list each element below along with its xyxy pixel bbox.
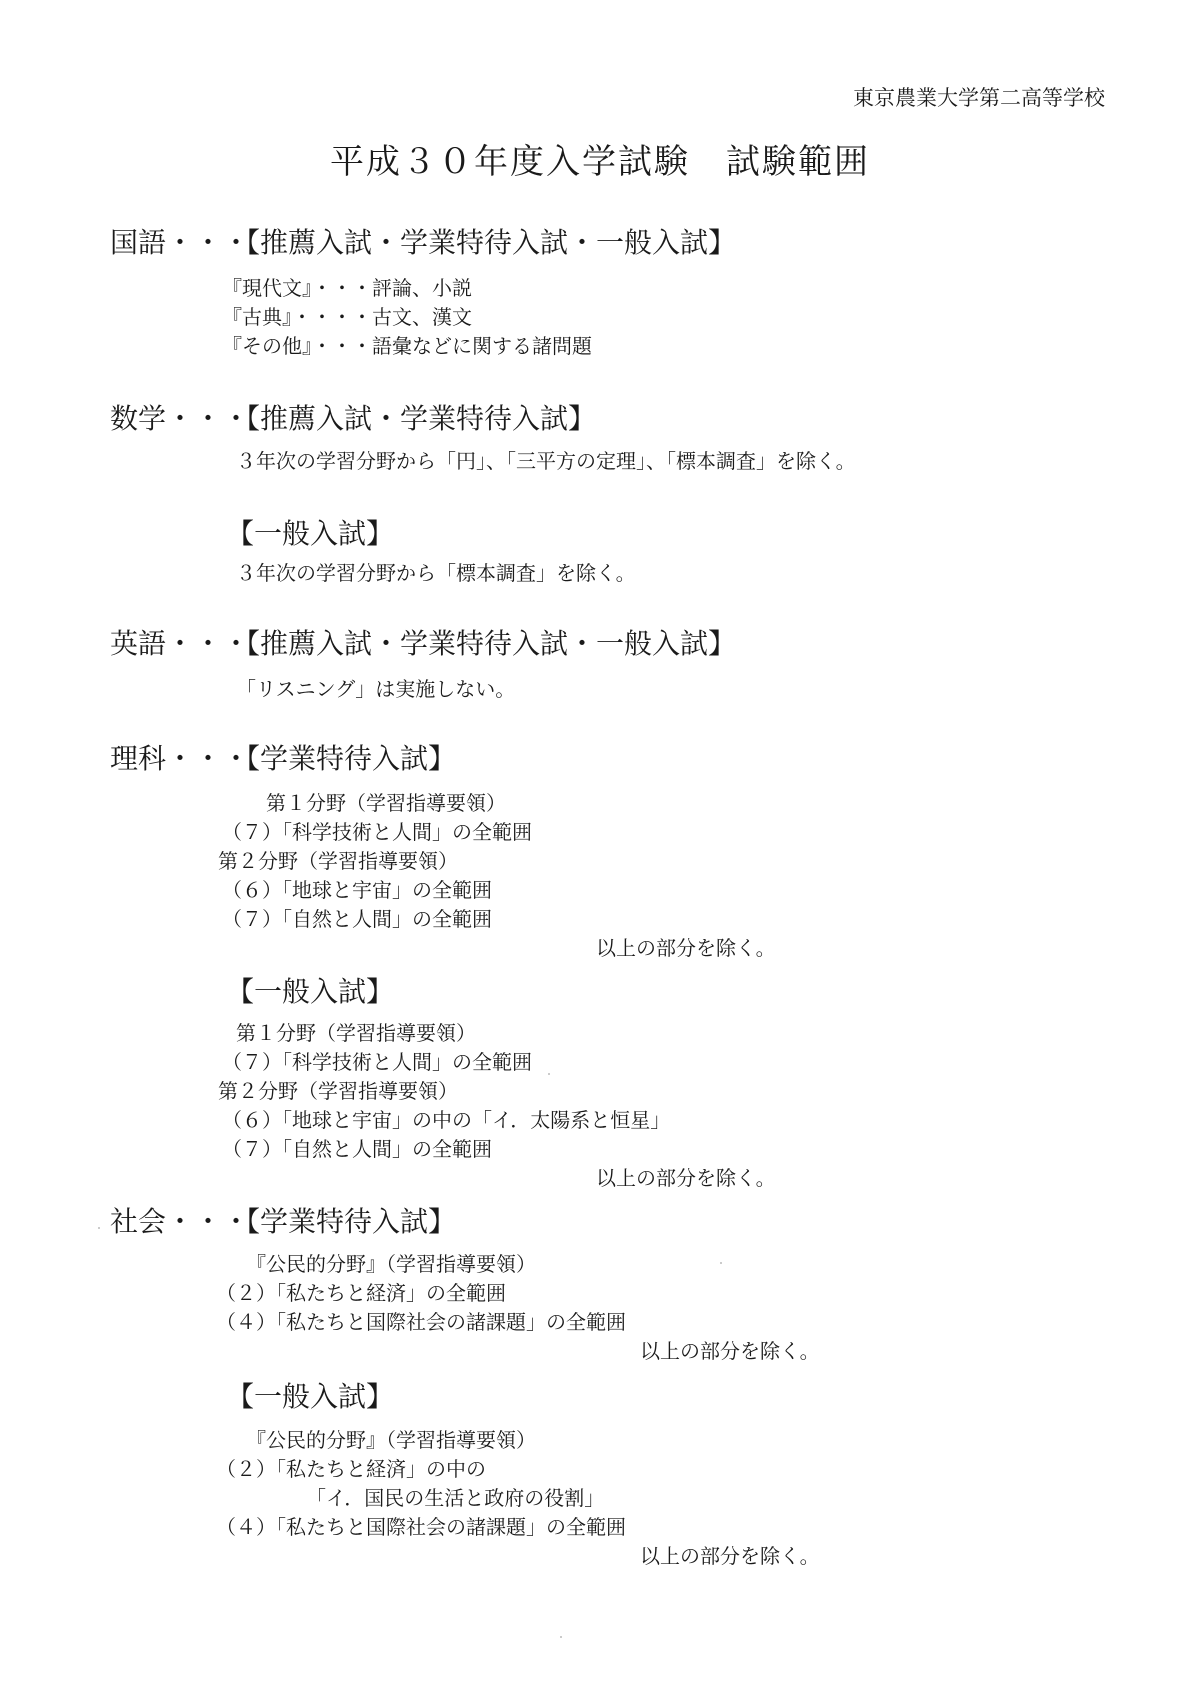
rika-line: （７）「科学技術と人間」の全範囲: [222, 1050, 532, 1074]
kokugo-line: 『その他』・・・語彙などに関する諸問題: [222, 334, 592, 358]
rika-line: （７）「自然と人間」の全範囲: [222, 1137, 492, 1161]
subject-eigo-label: 英語・・・: [110, 627, 251, 660]
subject-kokugo-label: 国語・・・: [110, 226, 251, 259]
rika-line: 第１分野（学習指導要領）: [236, 1021, 476, 1045]
kokugo-line: 『現代文』・・・評論、小説: [222, 276, 472, 300]
shakai-line: （２）「私たちと経済」の中の: [216, 1457, 486, 1481]
kokugo-line: 『古典』・・・・古文、漢文: [222, 305, 472, 329]
rika-line: 第２分野（学習指導要領）: [218, 849, 458, 873]
shakai-section-special: 【学業特待入試】: [232, 1205, 457, 1238]
page-title: 平成３０年度入学試験 試験範囲: [330, 142, 870, 182]
rika-line: 第２分野（学習指導要領）: [218, 1079, 458, 1103]
scan-speck: [98, 1227, 100, 1229]
rika-line: （６）「地球と宇宙」の全範囲: [222, 878, 492, 902]
sugaku-section-recommend: 【推薦入試・学業特待入試】: [232, 402, 597, 435]
rika-exclude-note: 以上の部分を除く。: [596, 936, 776, 960]
rika-line: （７）「自然と人間」の全範囲: [222, 907, 492, 931]
scan-speck: [548, 1073, 550, 1075]
subject-shakai-label: 社会・・・: [110, 1205, 251, 1238]
shakai-line: （４）「私たちと国際社会の諸課題」の全範囲: [216, 1310, 626, 1334]
school-name: 東京農業大学第二高等学校: [853, 86, 1105, 110]
shakai-line: 「イ．国民の生活と政府の役割」: [306, 1486, 605, 1510]
rika-line: （６）「地球と宇宙」の中の「イ．太陽系と恒星」: [222, 1108, 671, 1132]
shakai-exclude-note: 以上の部分を除く。: [640, 1544, 820, 1568]
rika-line: （７）「科学技術と人間」の全範囲: [222, 820, 532, 844]
subject-sugaku-label: 数学・・・: [110, 402, 251, 435]
eigo-section: 【推薦入試・学業特待入試・一般入試】: [232, 627, 737, 660]
rika-exclude-note: 以上の部分を除く。: [596, 1166, 776, 1190]
shakai-line: （２）「私たちと経済」の全範囲: [216, 1281, 506, 1305]
sugaku-line: ３年次の学習分野から「標本調査」を除く。: [236, 561, 636, 585]
subject-rika-label: 理科・・・: [110, 742, 251, 775]
scan-speck: [720, 1262, 722, 1264]
rika-line: 第１分野（学習指導要領）: [266, 791, 506, 815]
kokugo-section: 【推薦入試・学業特待入試・一般入試】: [232, 226, 737, 259]
shakai-line: （４）「私たちと国際社会の諸課題」の全範囲: [216, 1515, 626, 1539]
rika-section-general: 【一般入試】: [226, 975, 395, 1008]
eigo-line: 「リスニング」は実施しない。: [236, 677, 516, 701]
shakai-section-general: 【一般入試】: [226, 1380, 395, 1413]
sugaku-section-general: 【一般入試】: [226, 517, 395, 550]
sugaku-line: ３年次の学習分野から「円」、「三平方の定理」、「標本調査」を除く。: [236, 449, 856, 473]
scan-speck: [560, 1636, 562, 1638]
shakai-exclude-note: 以上の部分を除く。: [640, 1339, 820, 1363]
rika-section-special: 【学業特待入試】: [232, 742, 457, 775]
shakai-line: 『公民的分野』（学習指導要領）: [246, 1428, 536, 1452]
shakai-line: 『公民的分野』（学習指導要領）: [246, 1252, 536, 1276]
